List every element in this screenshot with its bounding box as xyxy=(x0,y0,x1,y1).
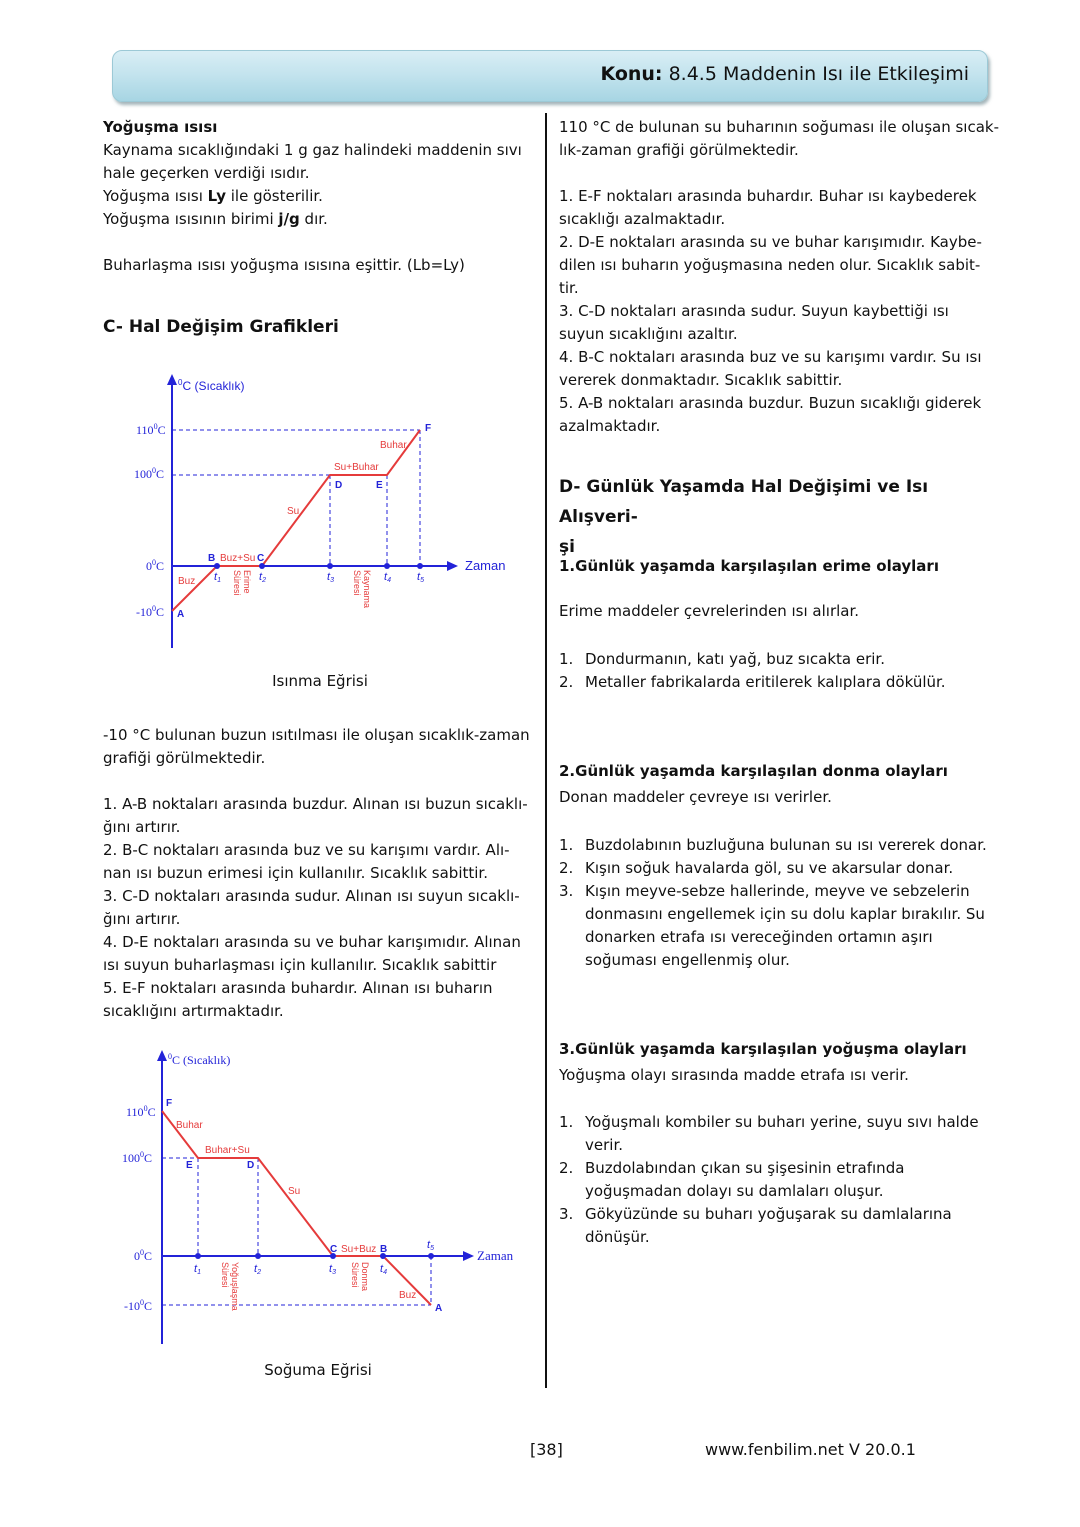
heating-point: nan ısı buzun erimesi için kullanılır. Sıcaklık sabittir. xyxy=(103,864,488,882)
text: ile gösterilir. xyxy=(226,187,323,205)
cooling-curve-chart xyxy=(110,1042,530,1352)
yogusma-olay-intro: Yoğuşma olayı sırasında madde etrafa ısı verir. xyxy=(559,1066,909,1084)
list-text: Gökyüzünde su buharı yoğuşarak su damlalarına dönüşür. xyxy=(585,1205,952,1246)
section-d-title xyxy=(559,472,999,562)
cooling-curve-caption: Soğuma Eğrisi xyxy=(264,1361,372,1379)
list-text: Buzdolabının buzluğuna bulunan su ısı vererek donar. xyxy=(585,836,987,854)
svg-text:0C (Sıcaklık): $^0$C (Sıcaklık) xyxy=(178,378,245,393)
list-text: Dondurmanın, katı yağ, buz sıcakta erir. xyxy=(585,650,885,668)
unit-line xyxy=(103,208,543,231)
cooling-point: azalmaktadır. xyxy=(559,417,661,435)
paragraph-line: -10 °C bulunan buzun ısıtılması ile oluşan sıcaklık-zaman xyxy=(103,726,530,744)
heating-point: ğını artırır. xyxy=(103,818,181,836)
svg-text:t4: t4 xyxy=(380,1263,387,1276)
svg-text:1000C: $100^0C$ xyxy=(122,1150,153,1165)
yogusma-olay-title: 3.Günlük yaşamda karşılaşılan yoğuşma olayları xyxy=(559,1040,967,1058)
symbol-ly: Ly xyxy=(207,187,226,205)
svg-text:E: E xyxy=(186,1160,193,1171)
cooling-point: suyun sıcaklığını azaltır. xyxy=(559,325,738,343)
list-number: 1. xyxy=(559,650,574,668)
svg-text:1100C: $110^0C$ xyxy=(136,422,166,437)
svg-text:C: C xyxy=(330,1244,338,1255)
paragraph-line: grafiği görülmektedir. xyxy=(103,749,266,767)
donma-list xyxy=(559,834,991,972)
symbol-line xyxy=(103,185,543,208)
cooling-point: 1. E-F noktaları arasında buhardır. Buhar ısı kaybederek xyxy=(559,187,977,205)
list-item xyxy=(559,648,999,671)
svg-text:Su+Buhar: Su+Buhar xyxy=(334,462,379,473)
svg-text:00C: $0^0C$ xyxy=(146,558,165,573)
unit-jg: j/g xyxy=(278,210,300,228)
list-text: Kışın meyve-sebze hallerinde, meyve ve sebzelerin donmasını engellemek için su dolu kaplar bırakılır. Su donarken etrafa ısı vereceğinden ortamın aşırı soğuması engellenmiş olur. xyxy=(585,882,985,969)
svg-text:Süresi: Süresi xyxy=(232,570,242,596)
svg-text:F: F xyxy=(425,423,432,434)
svg-text:Buhar: Buhar xyxy=(380,440,407,451)
erime-intro: Erime maddeler çevrelerinden ısı alırlar. xyxy=(559,602,860,620)
svg-text:Buhar: Buhar xyxy=(176,1120,203,1131)
list-number: 3. xyxy=(559,1205,574,1223)
topic-label: Konu: xyxy=(600,63,663,85)
svg-text:t1: t1 xyxy=(194,1263,201,1276)
svg-text:-100C: $-10^0C$ xyxy=(124,1298,153,1313)
list-text: Kışın soğuk havalarda göl, su ve akarsular donar. xyxy=(585,859,954,877)
svg-text:Zaman: Zaman xyxy=(477,1248,514,1263)
svg-text:t2: t2 xyxy=(259,571,266,584)
paragraph-line: 110 °C de bulunan su buharının soğuması ile oluşan sıcak- xyxy=(559,118,999,136)
svg-text:Süresi: Süresi xyxy=(352,570,362,596)
topic-title xyxy=(600,63,969,85)
cooling-point: dilen ısı buharın yoğuşmasına neden olur. Sıcaklık sabit- xyxy=(559,256,981,274)
text: Yoğuşma ısısı xyxy=(103,187,208,205)
heating-point: 4. D-E noktaları arasında su ve buhar karışımıdır. Alınan xyxy=(103,933,521,951)
yogusma-isisi-block xyxy=(103,116,543,277)
list-number: 1. xyxy=(559,1113,574,1131)
website-version: www.fenbilim.net V 20.0.1 xyxy=(705,1440,916,1459)
heating-point: ısı suyun buharlaşması için kullanılır. Sıcaklık sabittir xyxy=(103,956,497,974)
section-d-title-line: şi xyxy=(559,537,575,557)
heating-point: 2. B-C noktaları arasında buz ve su karışımı vardır. Alı- xyxy=(103,841,510,859)
svg-text:t3: t3 xyxy=(327,571,334,584)
svg-text:F: F xyxy=(166,1098,173,1109)
paragraph-line: Kaynama sıcaklığındaki 1 g gaz halindeki maddenin sıvı xyxy=(103,141,522,159)
cooling-point: 2. D-E noktaları arasında su ve buhar karışımıdır. Kaybe- xyxy=(559,233,982,251)
svg-text:t5: t5 xyxy=(427,1239,434,1252)
svg-text:D: D xyxy=(247,1160,255,1171)
svg-text:C: C xyxy=(257,553,265,564)
svg-text:Su: Su xyxy=(287,506,300,517)
list-text: Metaller fabrikalarda eritilerek kalıplara dökülür. xyxy=(585,673,946,691)
list-text: Buzdolabından çıkan su şişesinin etrafında yoğuşmadan dolayı su damlaları oluşur. xyxy=(585,1159,905,1200)
svg-text:-100C: $-10^0C$ xyxy=(136,604,165,619)
heating-point: 5. E-F noktaları arasında buhardır. Alınan ısı buharın xyxy=(103,979,493,997)
svg-text:Donma: Donma xyxy=(360,1262,370,1292)
list-number: 2. xyxy=(559,1159,574,1177)
donma-intro: Donan maddeler çevreye ısı verirler. xyxy=(559,788,832,806)
svg-text:A: A xyxy=(177,609,185,620)
svg-text:Süresi: Süresi xyxy=(350,1262,360,1288)
donma-title: 2.Günlük yaşamda karşılaşılan donma olayları xyxy=(559,762,948,780)
footer-divider xyxy=(80,1418,1025,1422)
svg-text:Su+Buz: Su+Buz xyxy=(341,1244,377,1255)
cooling-point: vererek donmaktadır. Sıcaklık sabittir. xyxy=(559,371,843,389)
svg-text:t2: t2 xyxy=(254,1263,261,1276)
heating-point: ğını artırır. xyxy=(103,910,181,928)
list-number: 2. xyxy=(559,859,574,877)
text: dır. xyxy=(299,210,328,228)
cooling-point: 3. C-D noktaları arasında sudur. Suyun kaybettiği ısı xyxy=(559,302,949,320)
list-text: Yoğuşmalı kombiler su buharı yerine, suyu sıvı halde verir. xyxy=(585,1113,979,1154)
list-item xyxy=(559,857,991,880)
cooling-point: 5. A-B noktaları arasında buzdur. Buzun sıcaklığı giderek xyxy=(559,394,982,412)
list-item xyxy=(559,671,999,694)
list-item xyxy=(559,834,991,857)
svg-text:00C: $0^0C$ xyxy=(134,1248,153,1263)
list-number: 2. xyxy=(559,673,574,691)
list-item xyxy=(559,1111,991,1157)
paragraph-line: hale geçerken verdiği ısıdır. xyxy=(103,164,310,182)
erime-list xyxy=(559,648,999,694)
svg-text:t5: t5 xyxy=(417,571,424,584)
cooling-point: 4. B-C noktaları arasında buz ve su karışımı vardır. Su ısı xyxy=(559,348,982,366)
list-number: 3. xyxy=(559,882,574,900)
svg-text:A: A xyxy=(435,1303,443,1314)
page-number: [38] xyxy=(530,1440,563,1459)
svg-text:Buz: Buz xyxy=(399,1290,417,1301)
cooling-point: sıcaklığı azalmaktadır. xyxy=(559,210,726,228)
heating-curve-chart xyxy=(120,368,520,658)
text: Yoğuşma ısısının birimi xyxy=(103,210,279,228)
svg-text:Yoğuşlaşma: Yoğuşlaşma xyxy=(230,1262,240,1311)
list-item xyxy=(559,1157,991,1203)
column-divider xyxy=(545,113,547,1388)
heating-point: sıcaklığını artırmaktadır. xyxy=(103,1002,284,1020)
heating-point: 3. C-D noktaları arasında sudur. Alınan ısı suyun sıcaklı- xyxy=(103,887,520,905)
cooling-description xyxy=(559,116,999,438)
paragraph-line: lık-zaman grafiği görülmektedir. xyxy=(559,141,799,159)
section-c-title: C- Hal Değişim Grafikleri xyxy=(103,317,339,337)
svg-text:t1: t1 xyxy=(214,571,221,584)
svg-text:t3: t3 xyxy=(329,1263,336,1276)
equality-line: Buharlaşma ısısı yoğuşma ısısına eşittir. (Lb=Ly) xyxy=(103,256,465,274)
yogusma-olay-list xyxy=(559,1111,991,1249)
heating-point: 1. A-B noktaları arasında buzdur. Alınan ısı buzun sıcaklı- xyxy=(103,795,528,813)
list-number: 1. xyxy=(559,836,574,854)
heating-description xyxy=(103,724,543,1023)
svg-text:Buhar+Su: Buhar+Su xyxy=(205,1145,250,1156)
topic-name: 8.4.5 Maddenin Isı ile Etkileşimi xyxy=(668,63,969,85)
svg-text:t4: t4 xyxy=(384,571,391,584)
svg-text:D: D xyxy=(335,480,343,491)
cooling-point: tir. xyxy=(559,279,579,297)
svg-text:1100C: $110^0C$ xyxy=(126,1104,156,1119)
erime-title: 1.Günlük yaşamda karşılaşılan erime olayları xyxy=(559,557,939,575)
svg-text:B: B xyxy=(380,1244,388,1255)
svg-text:Su: Su xyxy=(288,1186,301,1197)
svg-text:B: B xyxy=(208,553,216,564)
svg-text:Zaman: Zaman xyxy=(465,558,506,573)
svg-text:0C (Sıcaklık): $^0$C (Sıcaklık) xyxy=(168,1052,231,1067)
svg-text:Süresi: Süresi xyxy=(220,1262,230,1288)
list-item xyxy=(559,880,991,972)
svg-text:Erime: Erime xyxy=(242,570,252,594)
header-banner xyxy=(112,50,988,102)
heating-curve-caption: Isınma Eğrisi xyxy=(272,672,368,690)
list-item xyxy=(559,1203,991,1249)
svg-text:Kaynama: Kaynama xyxy=(362,570,372,609)
yogusma-isisi-title: Yoğuşma ısısı xyxy=(103,118,218,136)
section-d-title-line: D- Günlük Yaşamda Hal Değişimi ve Isı Alışveri- xyxy=(559,477,929,527)
svg-text:Buz: Buz xyxy=(178,576,196,587)
svg-text:E: E xyxy=(376,480,383,491)
svg-text:Buz+Su: Buz+Su xyxy=(220,553,256,564)
svg-text:1000C: $100^0C$ xyxy=(134,466,165,481)
